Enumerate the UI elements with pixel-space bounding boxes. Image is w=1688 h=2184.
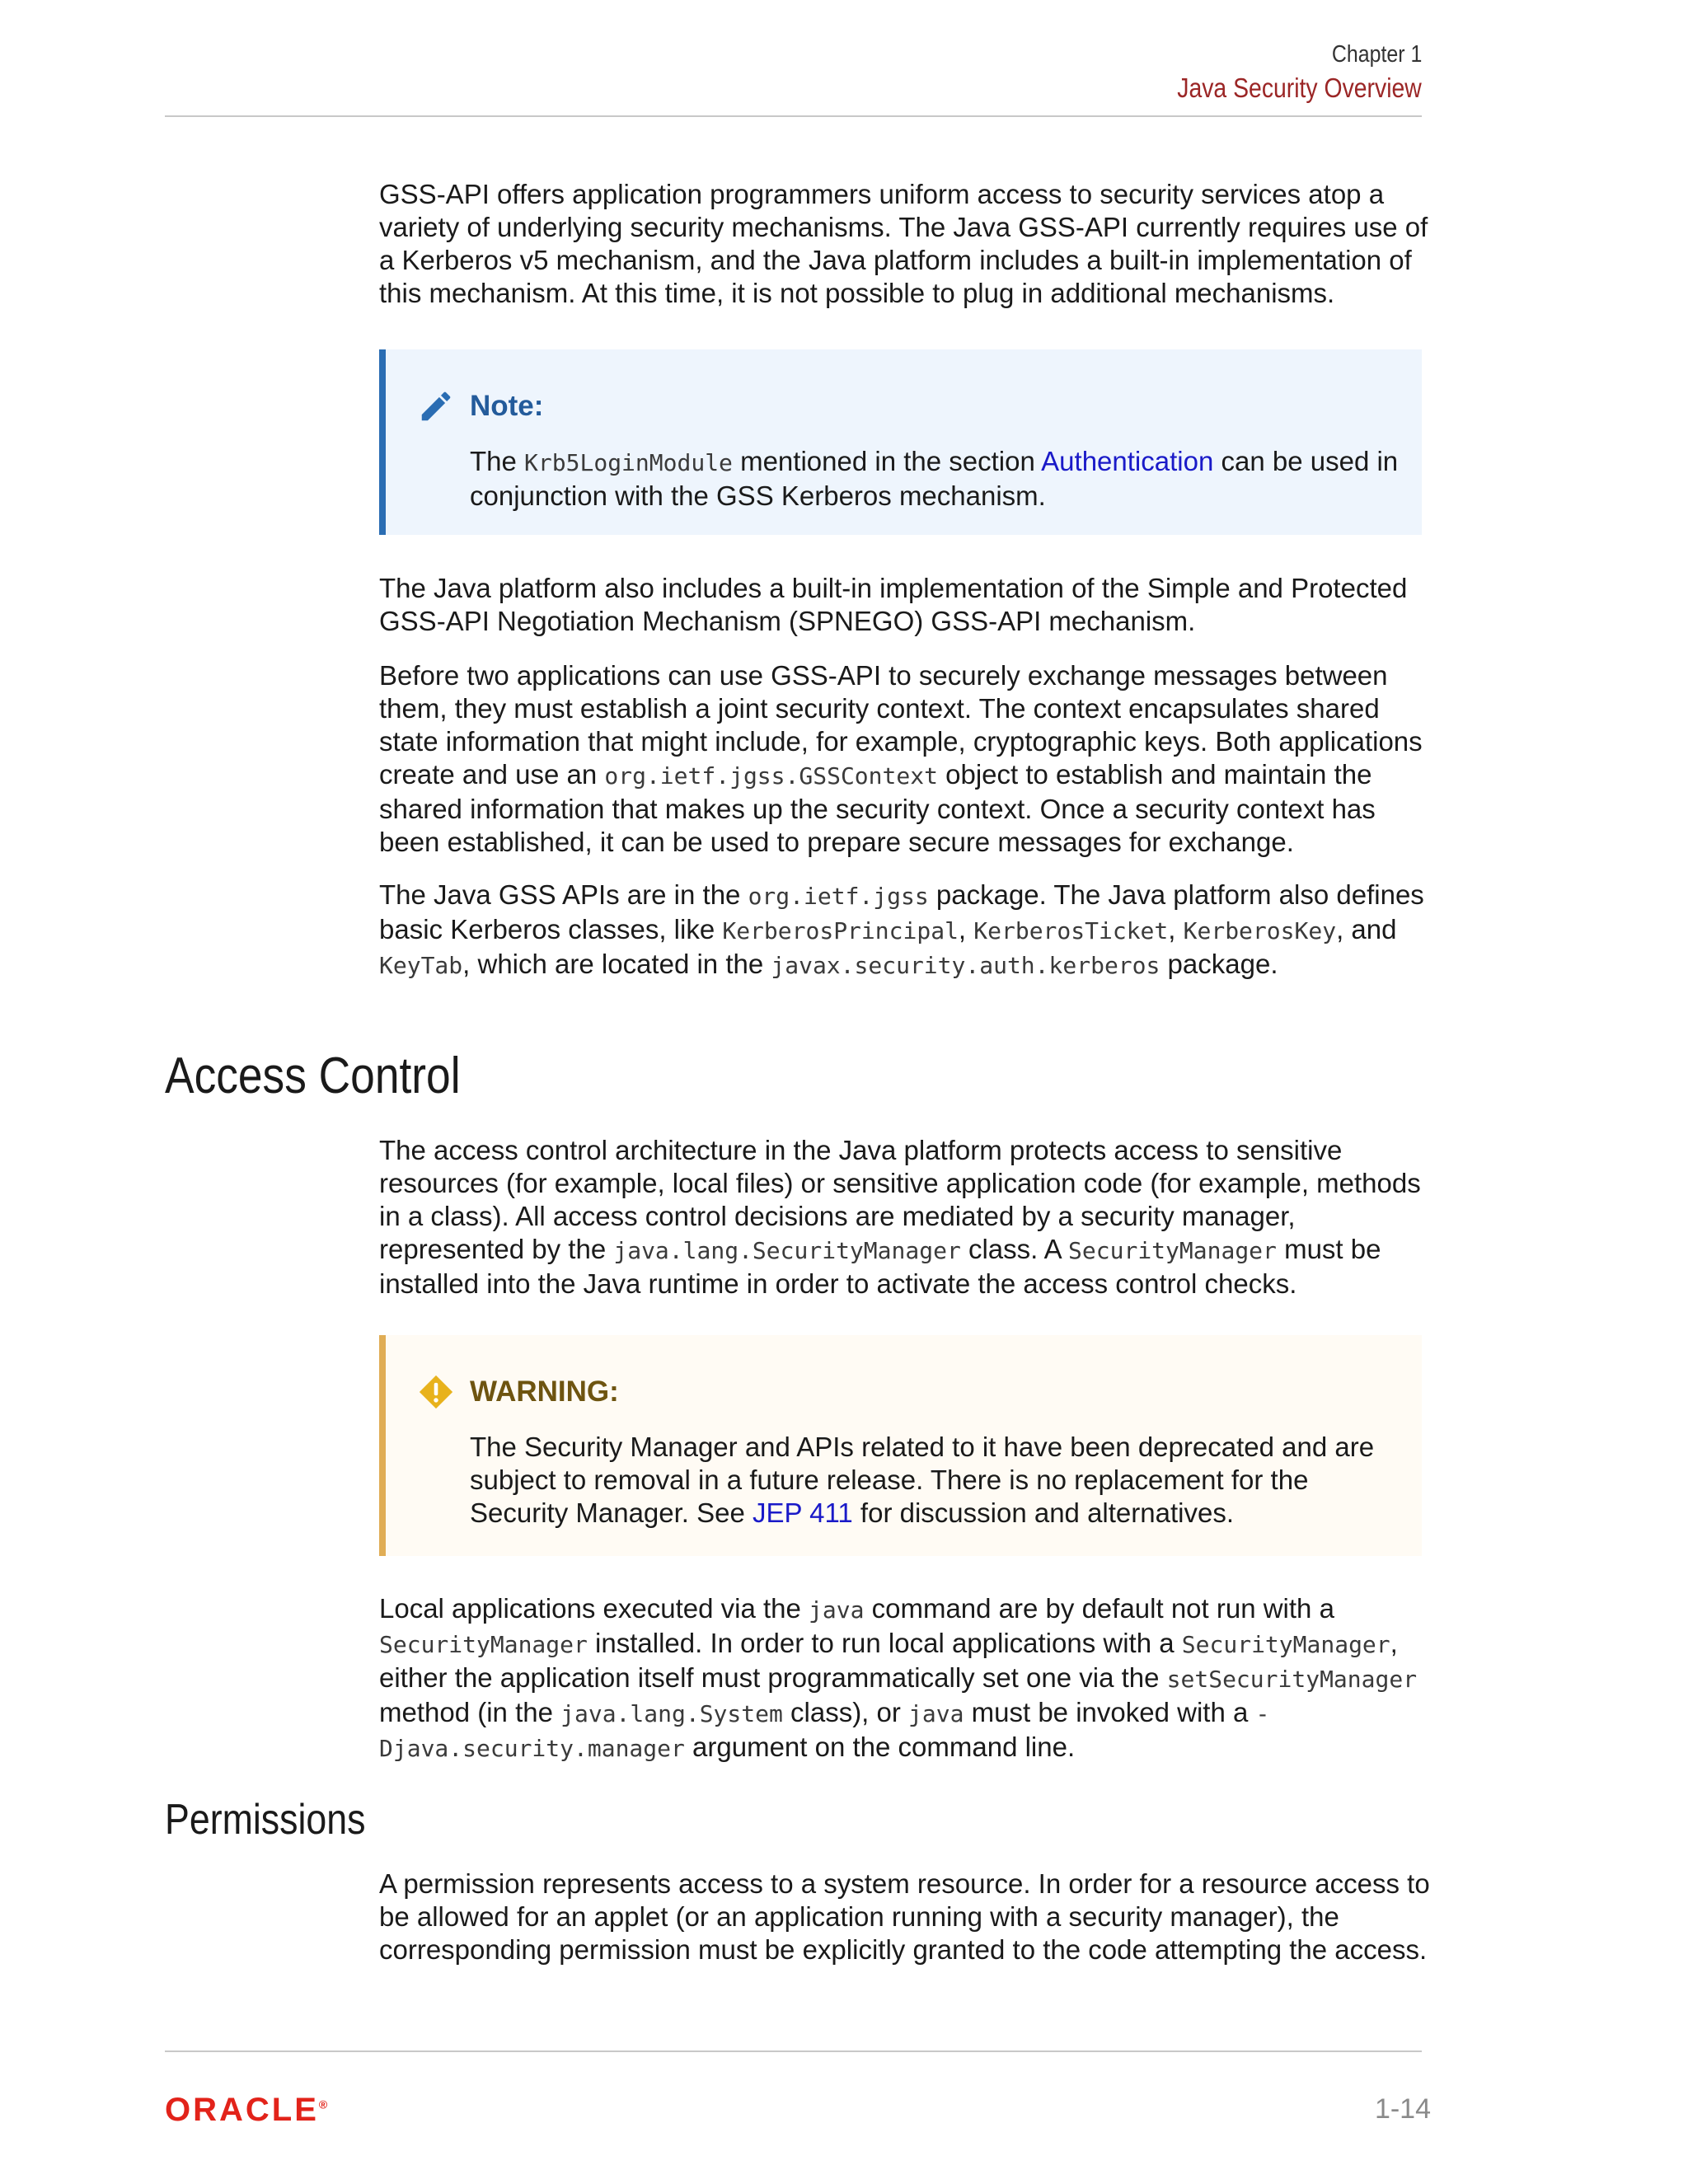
kerberosticket-code: KerberosTicket <box>973 917 1169 944</box>
authentication-link[interactable]: Authentication <box>1041 446 1214 476</box>
warning-text-1: The Security Manager and APIs related to it have been deprecated and are subject to removal in a future release. There is no replacement for the Security Manager. See <box>470 1432 1375 1528</box>
oracle-logo-text: ORACLE <box>165 2092 319 2128</box>
p6-text-8: argument on the command line. <box>684 1732 1076 1762</box>
page-number: 1-14 <box>1374 2093 1431 2125</box>
gss-packages-paragraph <box>379 879 1430 982</box>
securitymanager-code-3: SecurityManager <box>1181 1631 1390 1658</box>
p3-text-2: object to establish and maintain the shared information that makes up the security context. Once a security context has been established, it can be used to prepare secure messages for exchange. <box>379 759 1376 857</box>
java-lang-securitymanager-code: java.lang.SecurityManager <box>613 1237 961 1264</box>
chapter-label: Chapter 1 <box>1331 41 1422 68</box>
p5-text-1: The access control architecture in the Java platform protects access to sensitive resources (for example, local files) or sensitive application code (for example, methods in a class). All access control decisions are mediated by a security manager, represented by the <box>379 1135 1421 1264</box>
securitymanager-code-2: SecurityManager <box>379 1631 588 1658</box>
registered-mark: ® <box>318 2097 328 2111</box>
p6-text-2: command are by default not run with a <box>864 1593 1334 1624</box>
setsecuritymanager-code: setSecurityManager <box>1166 1666 1418 1693</box>
p3-text-1: Before two applications can use GSS-API to securely exchange messages between them, they must establish a joint security context. The context encapsulates shared state information that might include, for example, cryptographic keys. Both applications create and use an <box>379 660 1423 790</box>
pencil-icon <box>417 387 455 425</box>
warning-text-2: for discussion and alternatives. <box>852 1497 1234 1528</box>
p4-text-3: , <box>958 914 974 944</box>
permissions-paragraph: A permission represents access to a system resource. In order for a resource access to be allowed for an applet (or an application running with a security manager), the corresponding permission must be explicitly granted to the code attempting the access. <box>379 1868 1430 1965</box>
oracle-logo <box>165 2092 327 2129</box>
security-context-paragraph <box>379 659 1430 859</box>
note-text-2: mentioned in the section <box>732 446 1042 476</box>
note-callout <box>379 349 1422 535</box>
kerberoskey-code: KerberosKey <box>1183 917 1337 944</box>
gsscontext-code: org.ietf.jgss.GSSContext <box>604 762 938 790</box>
p6-text-5: method (in the <box>379 1697 561 1727</box>
warning-label: WARNING: <box>470 1376 619 1408</box>
p5-text-3: must be installed into the Java runtime in order to activate the access control checks. <box>379 1234 1381 1299</box>
org-ietf-jgss-code: org.ietf.jgss <box>748 883 929 910</box>
java-command-code-2: java <box>908 1700 964 1727</box>
warning-text <box>470 1431 1409 1530</box>
warning-callout <box>379 1335 1422 1556</box>
p6-text-4: , either the application itself must programmatically set one via the <box>379 1628 1398 1693</box>
java-lang-system-code: java.lang.System <box>560 1700 783 1727</box>
djava-security-manager-code: -Djava.security.manager <box>379 1700 1270 1762</box>
java-command-code: java <box>809 1596 865 1624</box>
local-applications-paragraph <box>379 1592 1430 1765</box>
footer-divider <box>165 2050 1422 2052</box>
header-divider <box>165 115 1422 117</box>
p6-text-7: must be invoked with a <box>964 1697 1256 1727</box>
chapter-title-link[interactable]: Java Security Overview <box>1177 73 1422 103</box>
p4-text-5: , and <box>1336 914 1397 944</box>
p6-text-3: installed. In order to run local applications with a <box>587 1628 1182 1658</box>
jep-411-link[interactable]: JEP 411 <box>753 1497 853 1528</box>
gss-api-paragraph: GSS-API offers application programmers uniform access to security services atop a variety of underlying security mechanisms. The Java GSS-API currently requires use of a Kerberos v5 mechanism, and the Java platform includes a built-in implementation of this mechanism. At this time, it is not possible to plug in additional mechanisms. <box>379 179 1428 308</box>
keytab-code: KeyTab <box>379 952 463 979</box>
p6-text-6: class), or <box>782 1697 909 1727</box>
note-text <box>470 445 1409 513</box>
spnego-paragraph: The Java platform also includes a built-in implementation of the Simple and Protected GSS-API Negotiation Mechanism (SPNEGO) GSS-API mechanism. <box>379 573 1408 636</box>
note-label: Note: <box>470 390 544 422</box>
p4-text-7: package. <box>1160 949 1278 979</box>
warning-icon <box>417 1373 455 1411</box>
permissions-heading: Permissions <box>165 1796 366 1844</box>
javax-kerberos-code: javax.security.auth.kerberos <box>771 952 1160 979</box>
note-text-3: can be used in conjunction with the GSS Kerberos mechanism. <box>470 446 1399 511</box>
p4-text-1: The Java GSS APIs are in the <box>379 879 748 910</box>
p6-text-1: Local applications executed via the <box>379 1593 809 1624</box>
kerberosprincipal-code: KerberosPrincipal <box>722 917 959 944</box>
krb5loginmodule-code: Krb5LoginModule <box>524 449 733 476</box>
access-control-paragraph <box>379 1134 1430 1301</box>
note-text-1: The <box>470 446 525 476</box>
securitymanager-code: SecurityManager <box>1068 1237 1277 1264</box>
p4-text-2: package. The Java platform also defines basic Kerberos classes, like <box>379 879 1424 944</box>
access-control-heading: Access Control <box>165 1047 461 1104</box>
p5-text-2: class. A <box>960 1234 1069 1264</box>
p4-text-6: , which are located in the <box>462 949 771 979</box>
p4-text-4: , <box>1168 914 1184 944</box>
